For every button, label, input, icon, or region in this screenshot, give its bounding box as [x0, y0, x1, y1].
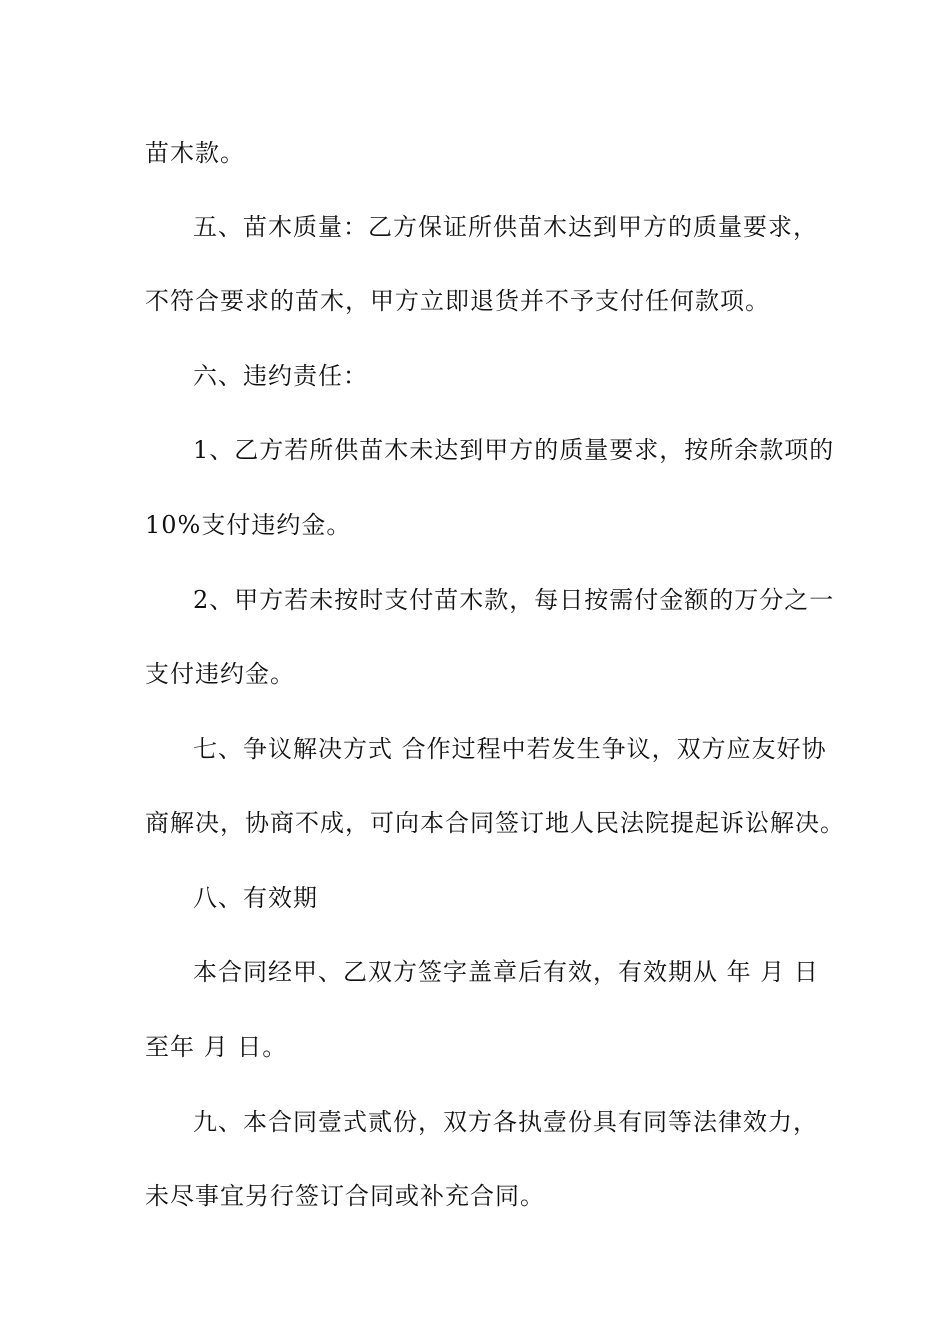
- validity-clause: 本合同经甲、乙双方签字盖章后有效，有效期从 年 月 日: [193, 958, 819, 986]
- text-line: 苗木款。: [145, 139, 245, 167]
- text-line: 10%支付违约金。: [145, 511, 352, 539]
- text-line: 未尽事宜另行签订合同或补充合同。: [145, 1182, 545, 1210]
- section-7-dispute: 七、争议解决方式 合作过程中若发生争议，双方应友好协: [193, 735, 827, 763]
- section-9-copies: 九、本合同壹式贰份，双方各执壹份具有同等法律效力，: [193, 1108, 818, 1136]
- section-5-quality: 五、苗木质量：乙方保证所供苗木达到甲方的质量要求，: [193, 213, 818, 241]
- text-line: 支付违约金。: [145, 660, 295, 688]
- clause-6-2: 2、甲方若未按时支付苗木款，每日按需付金额的万分之一: [193, 586, 835, 614]
- clause-6-1: 1、乙方若所供苗木未达到甲方的质量要求，按所余款项的: [193, 436, 835, 464]
- text-line: 至年 月 日。: [145, 1033, 288, 1061]
- text-line: 商解决，协商不成，可向本合同签订地人民法院提起诉讼解决。: [145, 809, 845, 837]
- section-8-heading: 八、有效期: [193, 884, 318, 912]
- text-line: 不符合要求的苗木，甲方立即退货并不予支付任何款项。: [145, 287, 770, 315]
- section-6-heading: 六、违约责任：: [193, 362, 368, 390]
